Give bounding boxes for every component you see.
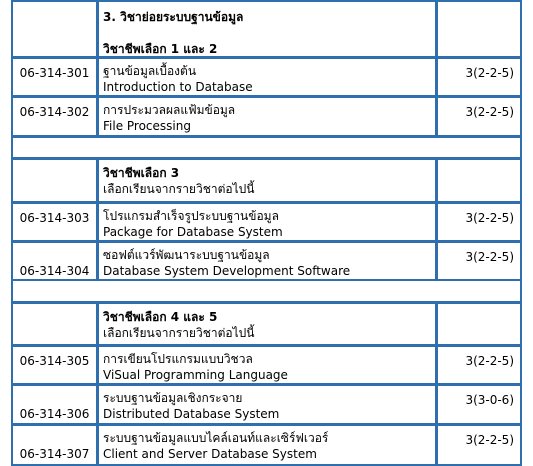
group-subheading: เลือกเรียนจากรายวิชาต่อไปนี้	[103, 326, 255, 340]
course-name-thai: ฐานข้อมูลเบื้องต้น	[103, 64, 197, 78]
course-title-cell	[97, 345, 437, 385]
course-code: 06-314-302	[19, 105, 90, 119]
group-subheading: เลือกเรียนจากรายวิชาต่อไปนี้	[103, 182, 255, 196]
course-code: 06-314-301	[19, 66, 90, 80]
group-code-cell	[11, 158, 98, 203]
course-code-cell	[11, 241, 98, 281]
course-title-cell	[97, 57, 437, 97]
spacer-row	[11, 136, 522, 159]
header-title-cell	[97, 0, 437, 58]
group-credit-cell	[436, 302, 522, 346]
course-title-cell	[97, 241, 437, 281]
course-credit-cell	[436, 96, 522, 137]
section-title: 3. วิชาย่อยระบบฐานข้อมูล	[103, 10, 244, 24]
course-name-thai: ซอฟต์แวร์พัฒนาระบบฐานข้อมูล	[103, 248, 270, 262]
course-name-english: Client and Server Database System	[103, 447, 317, 461]
group-credit-cell	[436, 158, 522, 203]
group-title: วิชาชีพเลือก 1 และ 2	[103, 42, 218, 56]
course-name-thai: ระบบฐานข้อมูลแบบไคล์เอนท์และเซิร์ฟเวอร์	[103, 431, 329, 445]
course-code: 06-314-305	[19, 354, 90, 368]
header-code-cell	[11, 0, 98, 58]
course-credit-cell	[436, 345, 522, 385]
course-code: 06-314-304	[19, 264, 90, 278]
course-name-thai: การเขียนโปรแกรมแบบวิชวล	[103, 352, 253, 366]
course-name-english: Database System Development Software	[103, 264, 351, 278]
course-title-cell	[97, 384, 437, 425]
course-credit-cell	[436, 424, 522, 466]
course-code-cell	[11, 345, 98, 385]
course-credit-cell	[436, 57, 522, 97]
course-credits: 3(2-2-5)	[465, 66, 514, 80]
course-name-english: File Processing	[103, 119, 191, 133]
course-name-thai: โปรแกรมสำเร็จรูประบบฐานข้อมูล	[103, 209, 279, 223]
course-code-cell	[11, 424, 98, 466]
course-credit-cell	[436, 384, 522, 425]
group-heading: วิชาชีพเลือก 4 และ 5	[103, 310, 218, 324]
course-credits: 3(3-0-6)	[465, 393, 514, 407]
course-code-cell	[11, 384, 98, 425]
course-name-english: Package for Database System	[103, 225, 283, 239]
course-credits: 3(2-2-5)	[465, 105, 514, 119]
course-code: 06-314-303	[19, 211, 90, 225]
course-name-thai: ระบบฐานข้อมูลเชิงกระจาย	[103, 391, 243, 405]
course-code: 06-314-306	[19, 407, 90, 421]
course-name-english: Distributed Database System	[103, 407, 280, 421]
course-code: 06-314-307	[19, 447, 90, 461]
course-credit-cell	[436, 202, 522, 242]
course-title-cell	[97, 424, 437, 466]
group-heading-cell	[97, 302, 437, 346]
group-code-cell	[11, 302, 98, 346]
course-name-english: Introduction to Database	[103, 80, 253, 94]
header-credit-cell	[436, 0, 522, 58]
group-heading: วิชาชีพเลือก 3	[103, 166, 180, 180]
course-title-cell	[97, 96, 437, 137]
group-heading-cell	[97, 158, 437, 203]
course-credits: 3(2-2-5)	[465, 433, 514, 447]
course-name-thai: การประมวลผลแฟ้มข้อมูล	[103, 103, 236, 117]
course-code-cell	[11, 57, 98, 97]
course-credits: 3(2-2-5)	[465, 354, 514, 368]
course-credit-cell	[436, 241, 522, 281]
course-title-cell	[97, 202, 437, 242]
course-code-cell	[11, 96, 98, 137]
course-name-english: ViSual Programming Language	[103, 368, 288, 382]
course-code-cell	[11, 202, 98, 242]
course-credits: 3(2-2-5)	[465, 211, 514, 225]
spacer-row	[11, 279, 522, 303]
course-credits: 3(2-2-5)	[465, 250, 514, 264]
